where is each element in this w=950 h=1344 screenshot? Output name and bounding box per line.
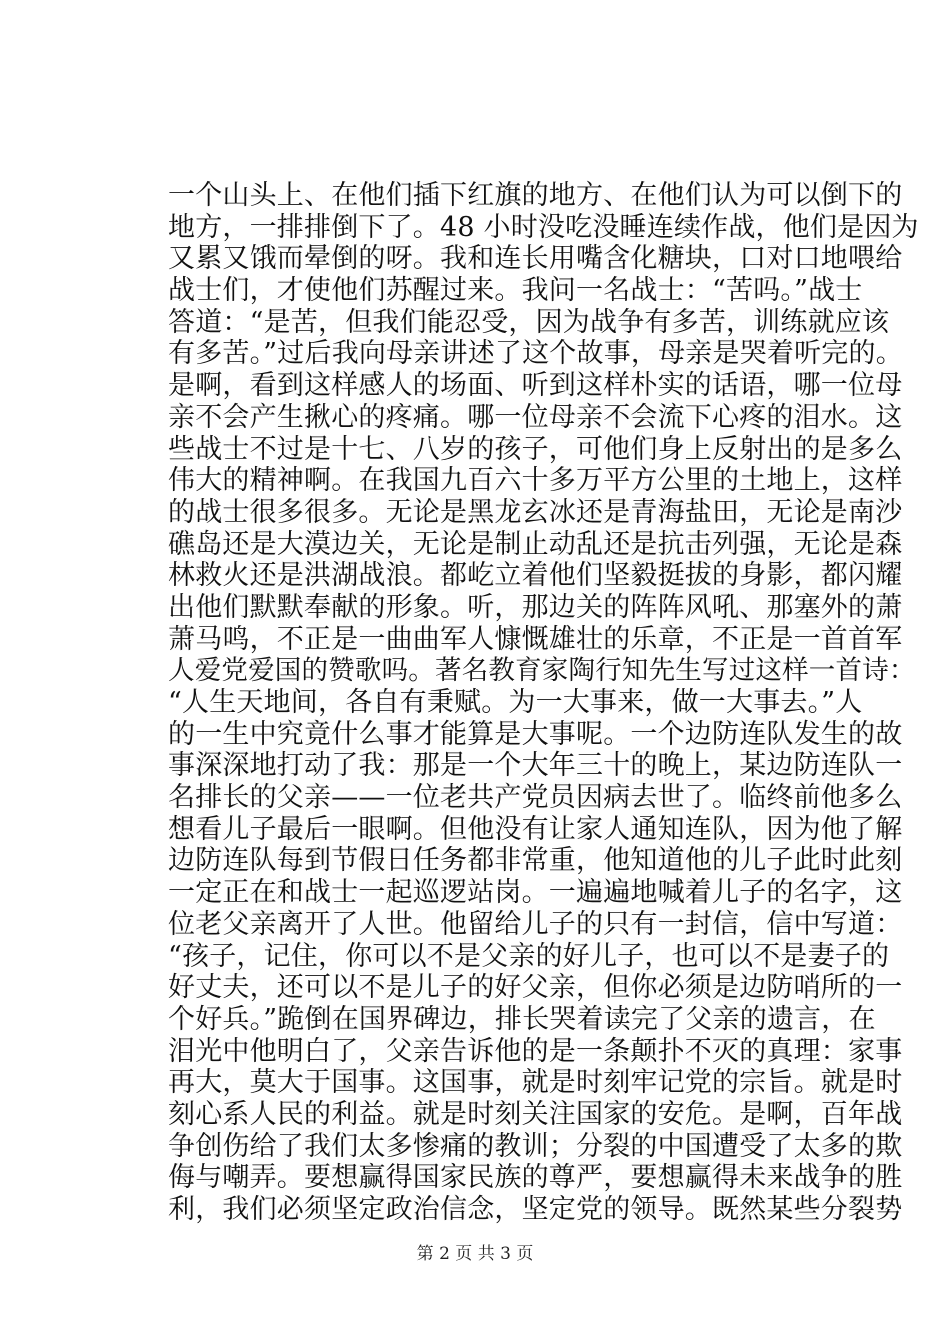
body-text	[168, 180, 919, 1226]
text-line: 一个山头上、在他们插下红旗的地方、在他们认为可以倒下的	[168, 180, 903, 211]
text-line: 亲不会产生揪心的疼痛。哪一位母亲不会流下心疼的泪水。这	[168, 401, 903, 433]
text-line: “人生天地间，各自有秉赋。为一大事来，做一大事去。”人	[168, 687, 863, 718]
text-line: 边防连队每到节假日任务都非常重，他知道他的儿子此时此刻	[168, 845, 903, 877]
text-line: 争创伤给了我们太多惨痛的教训；分裂的中国遭受了太多的欺	[168, 1130, 903, 1162]
text-line: “孩子，记住，你可以不是父亲的好儿子，也可以不是妻子的	[168, 940, 890, 972]
text-line: 泪光中他明白了，父亲告诉他的是一条颠扑不灭的真理：家事	[168, 1035, 903, 1067]
text-line: 是啊，看到这样感人的场面、听到这样朴实的话语，哪一位母	[168, 370, 903, 402]
text-line: 一定正在和战士一起巡逻站岗。一遍遍地喊着儿子的名字，这	[168, 877, 903, 909]
text-line: 利，我们必须坚定政治信念，坚定党的领导。既然某些分裂势	[168, 1194, 903, 1225]
text-line: 个好兵。”跪倒在国界碑边，排长哭着读完了父亲的遗言，在	[168, 1003, 876, 1035]
text-line: 想看儿子最后一眼啊。但他没有让家人通知连队，因为他了解	[168, 813, 903, 845]
text-line: 好丈夫，还可以不是儿子的好父亲，但你必须是边防哨所的一	[168, 972, 903, 1004]
text-line: 再大，莫大于国事。这国事，就是时刻牢记党的宗旨。就是时	[168, 1067, 903, 1099]
page-number-footer: 第 2 页 共 3 页	[416, 1244, 534, 1264]
text-line: 位老父亲离开了人世。他留给儿子的只有一封信，信中写道：	[168, 908, 903, 940]
text-line: 林救火还是洪湖战浪。都屹立着他们坚毅挺拔的身影，都闪耀	[168, 560, 903, 592]
text-line: 出他们默默奉献的形象。听，那边关的阵阵风吼、那塞外的萧	[168, 591, 903, 623]
text-line: 伟大的精神啊。在我国九百六十多万平方公里的土地上，这样	[168, 465, 903, 497]
text-line: 些战士不过是十七、八岁的孩子，可他们身上反射出的是多么	[168, 433, 903, 465]
text-line: 的战士很多很多。无论是黑龙玄冰还是青海盐田，无论是南沙	[168, 496, 903, 528]
text-line: 战士们，才使他们苏醒过来。我问一名战士：“苦吗。”战士	[168, 275, 863, 307]
text-line: 事深深地打动了我：那是一个大年三十的晚上，某边防连队一	[168, 750, 903, 782]
text-line: 礁岛还是大漠边关，无论是制止动乱还是抗击列强，无论是森	[168, 528, 903, 560]
text-line: 名排长的父亲——一位老共产党员因病去世了。临终前他多么	[168, 782, 903, 814]
text-line: 答道：“是苦，但我们能忍受，因为战争有多苦，训练就应该	[168, 306, 890, 338]
text-line: 刻心系人民的利益。就是时刻关注国家的安危。是啊，百年战	[168, 1098, 903, 1130]
text-line: 萧马鸣，不正是一曲曲军人慷慨雄壮的乐章，不正是一首首军	[168, 623, 903, 655]
text-line: 地方，一排排倒下了。48 小时没吃没睡连续作战，他们是因为	[168, 211, 919, 243]
text-line: 侮与嘲弄。要想赢得国家民族的尊严，要想赢得未来战争的胜	[168, 1162, 903, 1194]
text-line: 又累又饿而晕倒的呀。我和连长用嘴含化糖块，口对口地喂给	[168, 243, 903, 275]
text-line: 的一生中究竟什么事才能算是大事呢。一个边防连队发生的故	[168, 718, 903, 750]
text-line: 人爱党爱国的赞歌吗。著名教育家陶行知先生写过这样一首诗：	[168, 655, 916, 687]
text-line: 有多苦。”过后我向母亲讲述了这个故事，母亲是哭着听完的。	[168, 338, 903, 370]
